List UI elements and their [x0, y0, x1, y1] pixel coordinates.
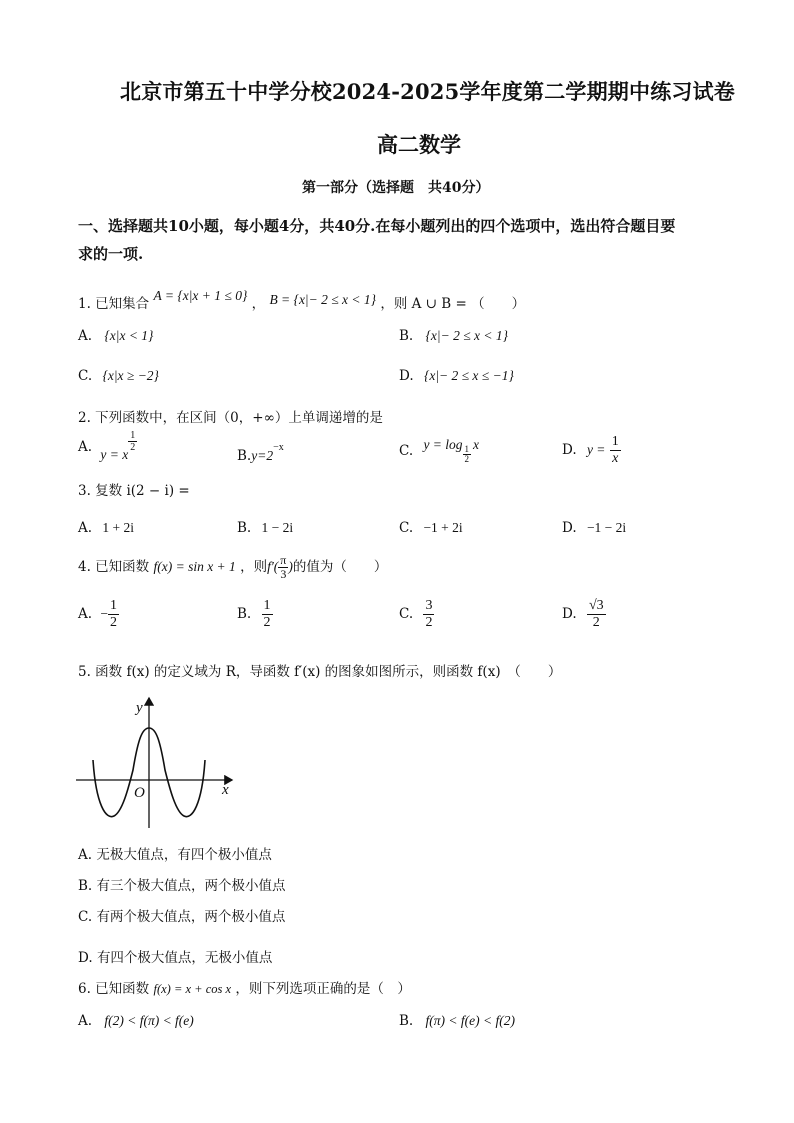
option-text: 有四个极大值点，无极小值点 — [96, 950, 273, 966]
section-instructions-line1: 一、选择题共10小题，每小题4分，共40分.在每小题列出的四个选项中，选出符合题目要 — [78, 217, 676, 235]
q4-option-a[interactable] — [78, 598, 119, 631]
denominator: 2 — [425, 615, 433, 630]
option-fraction — [587, 598, 606, 631]
q3-option-c[interactable] — [399, 520, 463, 536]
option-label: D. — [562, 442, 577, 458]
option-text: 无极大值点，有四个极小值点 — [96, 847, 272, 863]
derivative-graph — [76, 690, 241, 830]
derivative-graph-svg — [76, 690, 241, 830]
option-label: B. — [237, 520, 252, 536]
option-text: f(2) < f(π) < f(e) — [104, 1013, 194, 1028]
option-label: C. — [78, 909, 93, 925]
option-label: B. — [78, 878, 93, 894]
origin-label: O — [134, 785, 145, 801]
q4-argument — [278, 554, 288, 581]
q2-c-base — [463, 445, 472, 464]
option-base: y = x — [100, 447, 129, 462]
option-label: B. — [237, 448, 252, 464]
option-text: 1 + 2i — [102, 520, 134, 535]
exp-numerator: 1 — [130, 430, 136, 441]
q1-option-b[interactable] — [399, 328, 508, 344]
question-5: 5. 函数 f(x) 的定义域为 R，导函数 f′(x) 的图象如图所示，则函数 f(x) （ ） — [78, 664, 562, 680]
exp-denominator: 2 — [130, 442, 136, 453]
option-text: {x|− 2 ≤ x ≤ −1} — [423, 368, 514, 383]
q4-prefix: 4. 已知函数 — [78, 559, 150, 575]
subject-title: 高二数学 — [377, 132, 461, 157]
option-text: −1 − 2i — [586, 520, 627, 535]
q4-option-c[interactable] — [399, 598, 434, 631]
q6-prefix: 6. 已知函数 — [78, 981, 150, 997]
q4-function: f(x) = sin x + 1 — [153, 559, 236, 574]
q6-function: f(x) = x + cos x — [153, 982, 232, 996]
q2-option-c[interactable] — [399, 436, 480, 464]
option-sign: − — [100, 606, 108, 621]
q5-option-b[interactable] — [78, 874, 286, 894]
numerator: 1 — [263, 598, 271, 613]
x-axis-label: x — [222, 782, 229, 798]
denominator: 2 — [592, 615, 600, 630]
option-label: A. — [78, 328, 93, 344]
option-text: {x|x ≥ −2} — [102, 368, 159, 383]
option-fraction — [262, 598, 273, 631]
numerator: 1 — [611, 434, 619, 449]
q5-option-d[interactable] — [78, 946, 272, 966]
q5-option-a[interactable] — [78, 843, 272, 863]
q2-option-d[interactable] — [562, 434, 621, 467]
option-base: y = — [586, 442, 606, 457]
denominator: x — [612, 451, 619, 466]
option-label: C. — [399, 520, 414, 536]
denominator: 3 — [280, 567, 287, 581]
option-label: B. — [399, 328, 414, 344]
q1-option-a[interactable] — [78, 328, 153, 344]
numerator: √3 — [588, 598, 604, 613]
denominator: 2 — [109, 615, 117, 630]
option-label: D. — [562, 606, 577, 622]
option-text: {x|− 2 ≤ x < 1} — [425, 328, 509, 343]
q2-option-a[interactable] — [78, 430, 137, 462]
section-instructions-line2: 求的一项. — [78, 245, 144, 263]
option-label: B. — [399, 1013, 414, 1029]
q4-derivative: f′( — [267, 559, 279, 574]
option-label: B. — [237, 606, 252, 622]
q1-ask: ，则 A ∪ B = （ ） — [380, 296, 526, 312]
numerator: 3 — [425, 598, 433, 613]
question-6 — [78, 977, 411, 997]
option-label: D. — [78, 950, 93, 966]
option-label: A. — [78, 520, 93, 536]
option-label: C. — [399, 443, 414, 459]
q4-mid: ，则 — [240, 559, 268, 575]
q1-prefix: 1. 已知集合 — [78, 296, 150, 312]
q6-option-b[interactable] — [399, 1013, 515, 1029]
log-base-denominator: 2 — [464, 454, 470, 464]
q1-option-c[interactable] — [78, 368, 159, 384]
option-text: 有两个极大值点，两个极小值点 — [96, 909, 286, 925]
option-text: 有三个极大值点，两个极小值点 — [96, 878, 286, 894]
option-label: A. — [78, 439, 93, 455]
option-tail: x — [473, 437, 480, 452]
q3-option-d[interactable] — [562, 520, 626, 536]
q1-set-a: A = {x|x + 1 ≤ 0} — [153, 288, 248, 303]
denominator: 2 — [263, 615, 271, 630]
part-heading: 第一部分（选择题 共40分） — [302, 180, 490, 196]
q3-option-a[interactable] — [78, 520, 134, 536]
option-exponent: −x — [273, 442, 284, 453]
y-axis-label: y — [136, 700, 143, 716]
option-label: C. — [399, 606, 414, 622]
question-4 — [78, 554, 387, 581]
option-fraction — [108, 598, 119, 631]
option-label: A. — [78, 1013, 93, 1029]
section-instructions — [78, 212, 675, 268]
q2-option-b[interactable] — [237, 442, 284, 464]
option-fraction — [423, 598, 434, 631]
question-3: 3. 复数 i(2 − i) = — [78, 483, 190, 499]
numerator: 1 — [109, 598, 117, 613]
exam-title: 北京市第五十中学分校2024-2025学年度第二学期期中练习试卷 — [120, 79, 736, 104]
q4-suffix: 的值为（ ） — [292, 559, 388, 575]
option-text: {x|x < 1} — [104, 328, 154, 343]
option-label: A. — [78, 606, 93, 622]
option-label: D. — [562, 520, 577, 536]
q4-option-d[interactable] — [562, 598, 606, 631]
q1-separator: ， — [251, 296, 266, 312]
q3-option-b[interactable] — [237, 520, 293, 536]
q1-option-d[interactable] — [399, 368, 514, 384]
option-text: f(π) < f(e) < f(2) — [425, 1013, 515, 1028]
q4-close: ) — [288, 559, 293, 574]
q5-option-c[interactable] — [78, 905, 285, 925]
q1-set-b: B = {x|− 2 ≤ x < 1} — [269, 292, 377, 307]
log-base-numerator: 1 — [464, 444, 470, 454]
q6-option-a[interactable] — [78, 1013, 194, 1029]
option-label: D. — [399, 368, 414, 384]
question-1 — [78, 288, 526, 312]
option-text: −1 + 2i — [423, 520, 463, 535]
numerator: π — [280, 553, 287, 567]
q2-d-fraction — [610, 434, 621, 467]
option-text: 1 − 2i — [261, 520, 294, 535]
option-base: y = log — [423, 437, 463, 452]
q2-a-exponent — [128, 430, 137, 453]
q6-suffix: ，则下列选项正确的是（ ） — [235, 981, 411, 997]
option-label: C. — [78, 368, 93, 384]
question-2: 2. 下列函数中，在区间（0，+∞）上单调递增的是 — [78, 410, 383, 426]
option-base: y=2 — [251, 448, 274, 463]
option-label: A. — [78, 847, 93, 863]
q4-option-b[interactable] — [237, 598, 273, 631]
